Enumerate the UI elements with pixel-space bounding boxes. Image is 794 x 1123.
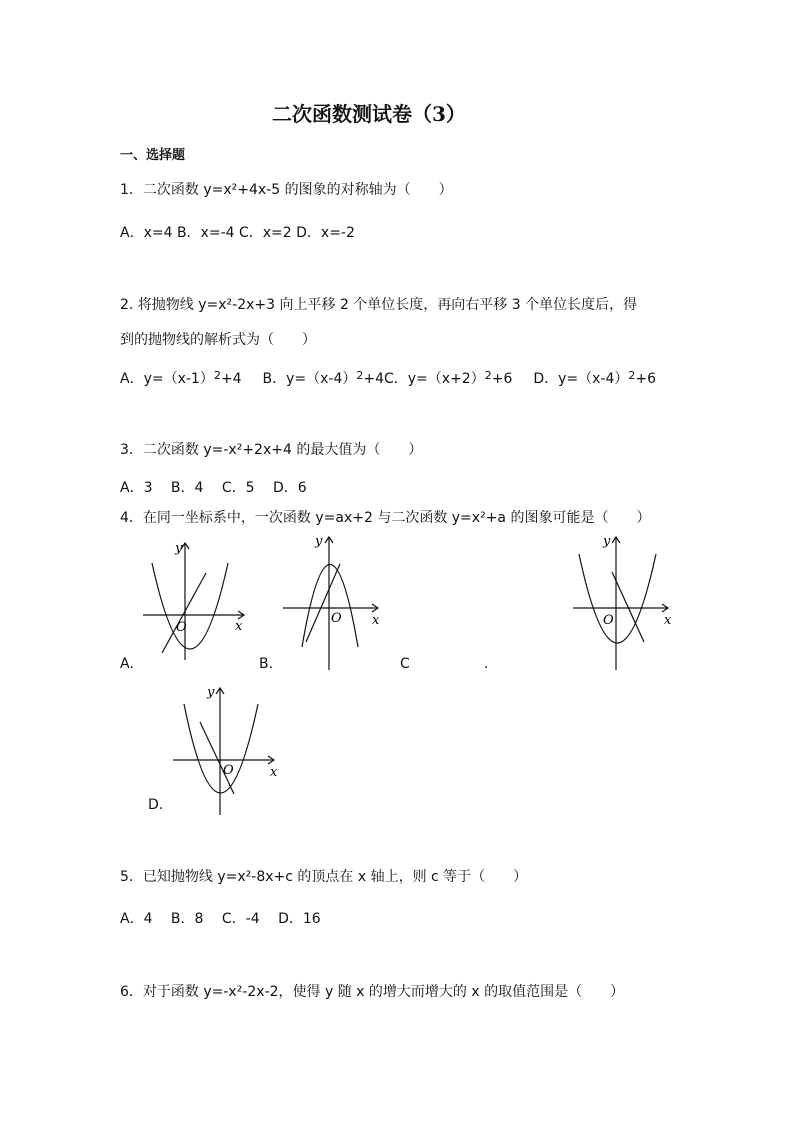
question-3-options: A．3 B．4 C．5 D．6 xyxy=(120,480,307,496)
question-5-options: A．4 B．8 C．-4 D．16 xyxy=(120,911,321,927)
x-axis-label: x xyxy=(372,613,380,628)
question-3-stem: 3．二次函数 y=-x²+2x+4 的最大值为（ ） xyxy=(120,442,423,458)
graph-d xyxy=(170,682,285,817)
origin-label: O xyxy=(603,613,614,628)
graph-b-label: B. xyxy=(259,656,274,672)
graph-c-label: C xyxy=(400,656,410,672)
exponent: 2 xyxy=(356,369,364,382)
question-6-stem: 6．对于函数 y=-x²-2x-2，使得 y 随 x 的增大而增大的 x 的取值范围是（ ） xyxy=(120,984,625,1000)
option-a: A．y=（x-1） xyxy=(120,371,214,387)
graph-c-label-dot: . xyxy=(484,656,489,672)
question-5-stem: 5．已知抛物线 y=x²-8x+c 的顶点在 x 轴上，则 c 等于（ ） xyxy=(120,869,528,885)
graph-b xyxy=(280,532,390,672)
page-title: 二次函数测试卷（3） xyxy=(272,102,466,126)
x-axis-label: x xyxy=(270,765,278,780)
question-1-stem: 1．二次函数 y=x²+4x-5 的图象的对称轴为（ ） xyxy=(120,182,453,198)
origin-label: O xyxy=(331,611,342,626)
question-2-stem-line1: 2. 将抛物线 y=x²-2x+3 向上平移 2 个单位长度，再向右平移 3 个单位长度后，得 xyxy=(120,297,638,313)
graph-d-label: D. xyxy=(148,797,164,813)
option-d-tail: +6 xyxy=(635,371,657,387)
x-axis-label: x xyxy=(235,619,243,634)
graph-c xyxy=(570,532,682,672)
exponent: 2 xyxy=(484,369,492,382)
graph-a xyxy=(140,535,255,660)
y-axis-label: y xyxy=(603,534,611,549)
origin-label: O xyxy=(223,763,234,778)
graph-a-label: A. xyxy=(120,656,134,672)
y-axis-label: y xyxy=(175,541,183,556)
section-heading: 一、选择题 xyxy=(120,148,186,163)
option-b-tail: +4C．y=（x+2） xyxy=(363,371,485,387)
y-axis-label: y xyxy=(315,534,323,549)
option-d: D．y=（x-4） xyxy=(533,371,629,387)
question-1-options: A．x=4 B．x=-4 C．x=2 D．x=-2 xyxy=(120,225,355,241)
x-axis-label: x xyxy=(664,613,672,628)
option-a-tail: +4 xyxy=(220,371,242,387)
question-2-stem-line2: 到的抛物线的解析式为（ ） xyxy=(120,332,316,348)
question-2-options xyxy=(120,369,656,390)
question-4-stem: 4．在同一坐标系中，一次函数 y=ax+2 与二次函数 y=x²+a 的图象可能是（ ） xyxy=(120,510,651,526)
exponent: 2 xyxy=(213,369,221,382)
option-c-tail: +6 xyxy=(491,371,513,387)
option-b: B．y=（x-4） xyxy=(262,371,357,387)
exponent: 2 xyxy=(628,369,636,382)
origin-label: O xyxy=(176,620,187,635)
y-axis-label: y xyxy=(207,685,215,700)
